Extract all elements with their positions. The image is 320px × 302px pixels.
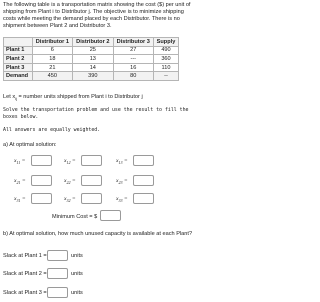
x12-input[interactable] [81, 155, 102, 166]
table-cell: -- [153, 72, 178, 81]
var-label-x12: $x_{12}$ = [64, 158, 76, 166]
table-cell: 16 [113, 63, 153, 72]
x22-input[interactable] [81, 175, 102, 186]
slack-plant-1-input[interactable] [47, 250, 68, 261]
x13-input[interactable] [133, 155, 154, 166]
var-label-x31: $x_{31}$ = [14, 196, 26, 204]
table-header: Distributor 3 [113, 38, 153, 47]
slack-plant-1-label: Slack at Plant 1 = [3, 253, 47, 259]
table-cell: 27 [113, 46, 153, 55]
slack-plant-2-input[interactable] [47, 268, 68, 279]
table-header: Distributor 2 [73, 38, 113, 47]
table-cell: 14 [73, 63, 113, 72]
table-cell: 490 [153, 46, 178, 55]
table-cell: 21 [32, 63, 72, 72]
row-header: Plant 3 [4, 63, 33, 72]
var-label-x11: $x_{11}$ = [14, 158, 26, 166]
x23-input[interactable] [133, 175, 154, 186]
var-label-x13: $x_{13}$ = [116, 158, 128, 166]
table-cell: 13 [73, 55, 113, 64]
table-cell: 18 [32, 55, 72, 64]
x11-input[interactable] [31, 155, 52, 166]
part-b-heading: b) At optimal solution, how much unused capacity is available at each Plant? [3, 231, 193, 237]
table-header [4, 38, 33, 47]
table-cell: --- [113, 55, 153, 64]
table-header: Supply [153, 38, 178, 47]
var-label-x33: $x_{33}$ = [116, 196, 128, 204]
table-header: Distributor 1 [32, 38, 72, 47]
slack-plant-3-input[interactable] [47, 287, 68, 298]
x33-input[interactable] [133, 193, 154, 204]
slack-plant-1-units: units [71, 253, 83, 259]
x32-input[interactable] [81, 193, 102, 204]
table-cell: 80 [113, 72, 153, 81]
minimum-cost-input[interactable] [100, 210, 121, 221]
table-cell: 6 [32, 46, 72, 55]
weight-note: All answers are equally weighted. [3, 127, 101, 133]
var-label-x23: $x_{23}$ = [116, 178, 128, 186]
table-cell: 360 [153, 55, 178, 64]
x21-input[interactable] [31, 175, 52, 186]
row-header: Demand [4, 72, 33, 81]
var-label-x22: $x_{22}$ = [64, 178, 76, 186]
slack-plant-3-units: units [71, 290, 83, 296]
part-a-heading: a) At optimal solution: [3, 142, 57, 148]
slack-plant-2-label: Slack at Plant 2 = [3, 271, 47, 277]
table-cell: 450 [32, 72, 72, 81]
instructions: Solve the transportation problem and use the result to fill the boxes below. [3, 107, 189, 120]
var-label-x32: $x_{32}$ = [64, 196, 76, 204]
var-label-x21: $x_{21}$ = [14, 178, 26, 186]
row-header: Plant 2 [4, 55, 33, 64]
problem-intro: The following table is a transportation matrix showing the cost ($) per unit of shipping from Plant i to Distributor j. The objective is to minimize shipping costs while meeting the demand placed by each Distributor. There is no shipment between Plant 2 and Distributor 3. [3, 2, 191, 30]
row-header: Plant 1 [4, 46, 33, 55]
slack-plant-3-label: Slack at Plant 3 = [3, 290, 47, 296]
table-row [4, 55, 179, 64]
table-header-row [4, 38, 179, 47]
table-cell: 390 [73, 72, 113, 81]
x31-input[interactable] [31, 193, 52, 204]
transportation-matrix [3, 37, 179, 81]
table-row [4, 63, 179, 72]
minimum-cost-label: Minimum Cost = $ [52, 214, 98, 220]
table-row [4, 46, 179, 55]
table-row [4, 72, 179, 81]
slack-plant-2-units: units [71, 271, 83, 277]
table-cell: 110 [153, 63, 178, 72]
table-cell: 25 [73, 46, 113, 55]
variable-definition: Let $x_{ij}$ = number units shipped from Plant i to Distributor j [3, 94, 143, 102]
